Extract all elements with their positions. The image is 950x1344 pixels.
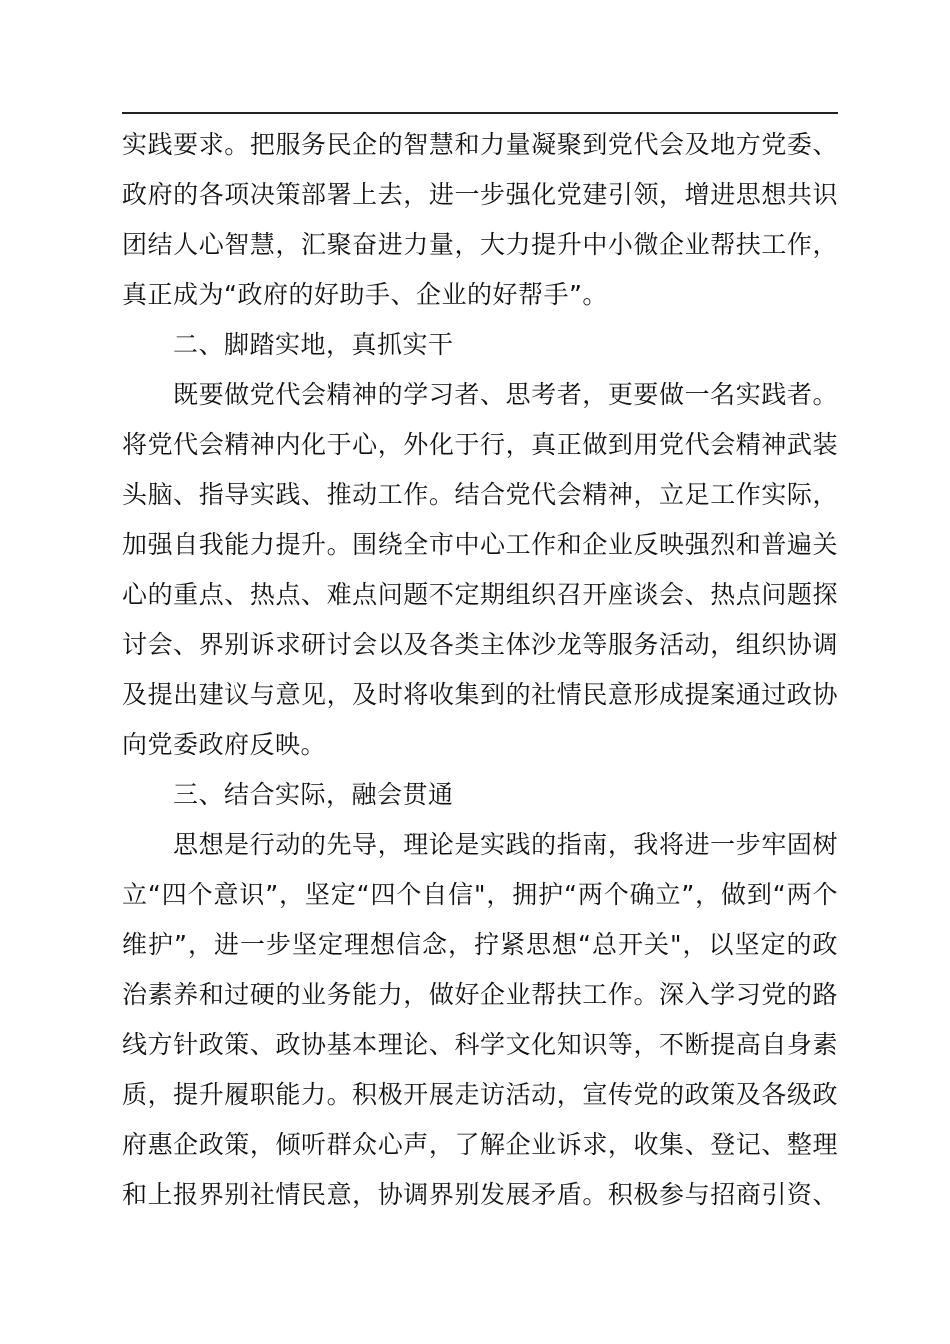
paragraph-3-line-6: 质，提升履职能力。积极开展走访活动，宣传党的政策及各级政 (122, 1080, 838, 1109)
header-rule (122, 112, 838, 114)
section-heading-2: 二、脚踏实地，真抓实干 (173, 330, 454, 359)
paragraph-2-line-7: 及提出建议与意见，及时将收集到的社情民意形成提案通过政协 (122, 680, 838, 709)
paragraph-2-line-2: 将党代会精神内化于心，外化于行，真正做到用党代会精神武装 (122, 430, 838, 459)
paragraph-1-line-2: 政府的各项决策部署上去，进一步强化党建引领，增进思想共识 (122, 180, 838, 209)
paragraph-1-line-4: 真正成为“政府的好助手、企业的好帮手”。 (122, 280, 608, 309)
paragraph-3-line-4: 治素养和过硬的业务能力，做好企业帮扶工作。深入学习党的路 (122, 980, 838, 1009)
paragraph-2-line-5: 心的重点、热点、难点问题不定期组织召开座谈会、热点问题探 (122, 580, 838, 609)
paragraph-3-line-2: 立“四个意识”，坚定“四个自信"，拥护“两个确立”，做到“两个 (122, 880, 838, 909)
paragraph-2-line-6: 讨会、界别诉求研讨会以及各类主体沙龙等服务活动，组织协调 (122, 630, 838, 659)
paragraph-3-line-5: 线方针政策、政协基本理论、科学文化知识等，不断提高自身素 (122, 1030, 838, 1059)
paragraph-3-line-1: 思想是行动的先导，理论是实践的指南，我将进一步牢固树 (173, 830, 838, 859)
paragraph-1-line-3: 团结人心智慧，汇聚奋进力量，大力提升中小微企业帮扶工作， (122, 230, 838, 259)
paragraph-3-line-8: 和上报界别社情民意，协调界别发展矛盾。积极参与招商引资、 (122, 1180, 838, 1209)
paragraph-3-line-3: 维护”，进一步坚定理想信念，拧紧思想“总开关"，以坚定的政 (122, 930, 838, 959)
paragraph-1-line-1: 实践要求。把服务民企的智慧和力量凝聚到党代会及地方党委、 (122, 130, 838, 159)
paragraph-2-line-3: 头脑、指导实践、推动工作。结合党代会精神，立足工作实际， (122, 480, 838, 509)
section-heading-3: 三、结合实际，融会贯通 (173, 780, 454, 809)
paragraph-2-line-8: 向党委政府反映。 (122, 730, 327, 759)
paragraph-3-line-7: 府惠企政策，倾听群众心声，了解企业诉求，收集、登记、整理 (122, 1130, 838, 1159)
paragraph-2-line-1: 既要做党代会精神的学习者、思考者，更要做一名实践者。 (173, 380, 838, 409)
paragraph-2-line-4: 加强自我能力提升。围绕全市中心工作和企业反映强烈和普遍关 (122, 530, 838, 559)
